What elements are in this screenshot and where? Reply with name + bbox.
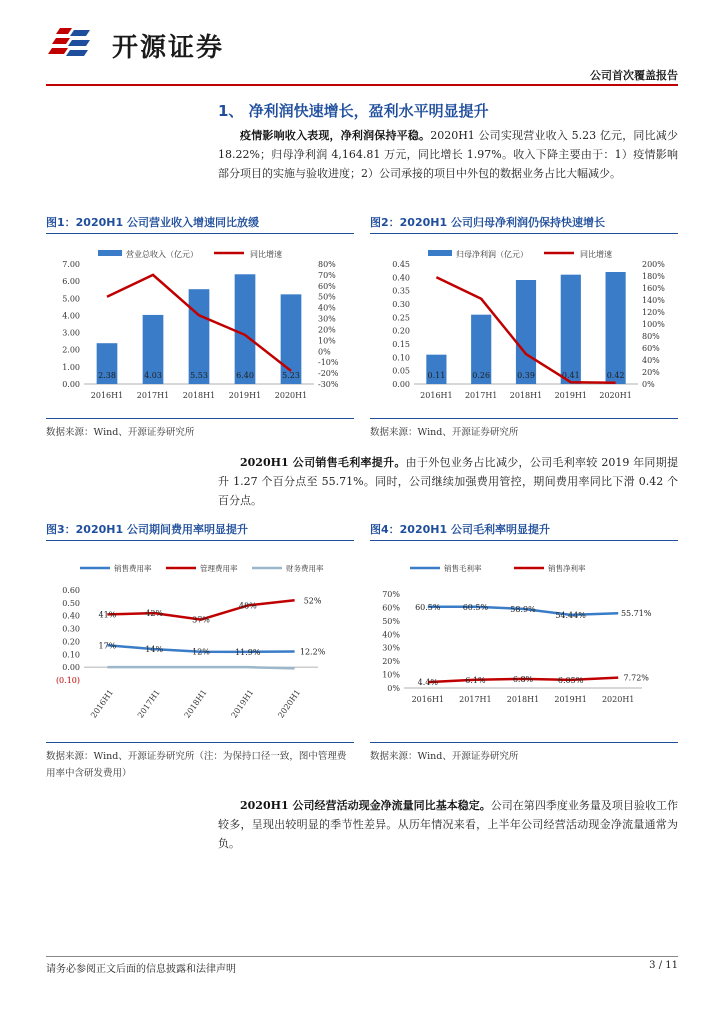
y-left-tick-label: 2.00 — [62, 345, 80, 355]
data-label: 6.1% — [465, 675, 486, 685]
y-tick-label: 0.00 — [62, 663, 80, 673]
figure-1-source: 数据来源：Wind、开源证券研究所 — [46, 427, 195, 438]
brand-logo-icon — [46, 26, 102, 66]
y-left-tick-label: 0.25 — [392, 313, 410, 323]
y-right-tick-label: 0% — [642, 380, 655, 389]
y-left-tick-label: 5.00 — [62, 294, 80, 304]
y-right-tick-label: 40% — [642, 356, 660, 365]
data-label: 42% — [145, 609, 164, 619]
legend-bar-label: 营业总收入（亿元） — [126, 250, 198, 259]
figure-2-title: 图2：2020H1 公司归母净利润仍保持快速增长 — [370, 216, 605, 229]
paragraph-body: 公司在第四季度业务量及项目验收工作较多，呈现出较明显的季节性差异。从历年情况来看，上半年公司经营活动现金净流量通常为负。 — [218, 799, 678, 850]
series-line-2 — [107, 667, 294, 668]
y-right-tick-label: -10% — [318, 358, 339, 368]
y-right-tick-label: 80% — [642, 332, 660, 341]
y-left-tick-label: 1.00 — [62, 362, 80, 372]
bar-data-label: 0.11 — [427, 371, 446, 380]
data-label: 14% — [145, 645, 164, 655]
y-right-tick-label: 60% — [318, 281, 336, 291]
paragraph-margin — [218, 453, 678, 510]
y-right-tick-label: 10% — [318, 336, 336, 346]
y-left-tick-label: 0.00 — [62, 380, 80, 389]
y-tick-label: 0.50 — [62, 598, 80, 608]
y-right-tick-label: 50% — [318, 292, 336, 302]
figure-1-title: 图1：2020H1 公司营业收入增速同比放缓 — [46, 216, 259, 229]
y-tick-label: 40% — [382, 630, 400, 640]
y-left-tick-label: 4.00 — [62, 311, 80, 321]
figure-2-chart — [370, 240, 678, 412]
y-right-tick-label: 40% — [318, 303, 336, 313]
x-tick-label: 2019H1 — [229, 687, 256, 720]
report-type-tag: 公司首次覆盖报告 — [590, 69, 678, 82]
legend-bar-swatch — [428, 250, 452, 256]
y-right-tick-label: 20% — [318, 325, 336, 335]
bar-data-label: 0.41 — [561, 371, 580, 380]
data-label: 54.44% — [555, 610, 586, 620]
y-tick-label: 0.30 — [62, 624, 80, 634]
data-label: 4.4% — [417, 678, 438, 688]
y-right-tick-label: 180% — [642, 272, 665, 281]
figure-1-bottom-rule — [46, 418, 354, 419]
figure-3-bottom-rule — [46, 742, 354, 743]
legend-label: 财务费用率 — [286, 564, 324, 573]
data-label: 52% — [303, 596, 322, 606]
y-tick-label: 0.20 — [62, 637, 80, 647]
figure-1-chart — [46, 240, 354, 412]
y-tick-label: 20% — [382, 657, 400, 667]
y-right-tick-label: 200% — [642, 260, 665, 269]
page-number: 3 / 11 — [649, 960, 678, 971]
data-label: 6.05% — [557, 675, 584, 685]
bar-data-label: 4.03 — [144, 371, 162, 380]
y-right-tick-label: 0% — [318, 347, 331, 357]
section-title: 1、 净利润快速增长，盈利水平明显提升 — [218, 102, 489, 120]
x-tick-label: 2018H1 — [509, 391, 543, 400]
bar-data-label: 5.23 — [282, 371, 300, 380]
y-left-tick-label: 3.00 — [62, 328, 80, 338]
y-left-tick-label: 0.10 — [392, 353, 410, 363]
y-left-tick-label: 0.00 — [392, 380, 410, 389]
x-tick-label: 2018H1 — [182, 391, 216, 400]
legend-label: 销售毛利率 — [444, 564, 482, 573]
bar-data-label: 0.39 — [517, 371, 535, 380]
y-left-tick-label: 0.30 — [392, 300, 410, 309]
paragraph-lead: 2020H1 公司经营活动现金净流量同比基本稳定。 — [240, 799, 491, 812]
x-tick-label: 2019H1 — [228, 391, 262, 400]
paragraph-body: 由于外包业务占比减少，公司毛利率较 2019 年同期提升 1.27 个百分点至 55.71%。同时，公司继续加强费用管控，期间费用率同比下滑 0.42 个百分点。 — [218, 456, 678, 507]
y-tick-label: 70% — [382, 590, 400, 599]
figure-2-rule — [370, 233, 678, 234]
bar-2020H1 — [606, 272, 626, 384]
y-right-tick-label: 100% — [642, 320, 665, 329]
figure-4-title: 图4：2020H1 公司毛利率明显提升 — [370, 523, 550, 536]
footer-divider — [46, 956, 678, 957]
legend-label: 销售净利率 — [548, 564, 586, 573]
y-right-tick-label: 160% — [642, 284, 665, 293]
y-tick-label: 0.10 — [62, 650, 80, 660]
bar-data-label: 0.42 — [606, 371, 625, 380]
figure-4-rule — [370, 540, 678, 541]
legend-bar-swatch — [98, 250, 122, 256]
data-label: 60.5% — [462, 602, 489, 612]
y-left-tick-label: 0.20 — [392, 326, 410, 336]
y-left-tick-label: 0.05 — [392, 366, 410, 376]
data-label: 41% — [98, 610, 117, 620]
bar-2018H1 — [516, 280, 536, 384]
y-tick-label: 30% — [382, 643, 400, 653]
paragraph-lead: 疫情影响收入表现，净利润保持平稳。 — [240, 129, 431, 142]
y-right-tick-label: 30% — [318, 314, 336, 324]
data-label: 12.2% — [299, 647, 326, 657]
x-tick-label: 2017H1 — [136, 391, 170, 400]
x-tick-label: 2019H1 — [554, 695, 587, 704]
x-tick-label: 2016H1 — [420, 391, 453, 400]
figure-4-source: 数据来源：Wind、开源证券研究所 — [370, 751, 519, 762]
bar-data-label: 6.40 — [236, 371, 254, 380]
x-tick-label: 2020H1 — [601, 695, 635, 704]
legend-line-label: 同比增速 — [580, 250, 612, 259]
x-tick-label: 2020H1 — [274, 391, 308, 400]
y-right-tick-label: 20% — [642, 368, 660, 377]
paragraph-body: 2020H1 公司实现营业收入 5.23 亿元，同比减少 18.22%；归母净利润 4,164.81 万元，同比增长 1.97%。收入下降主要由于：1）疫情影响部分项目的实施与验收进度；2）公司承接的项目中外包的数据业务占比大幅减少。 — [218, 129, 678, 180]
y-tick-label: 0.60 — [62, 586, 80, 595]
legend-label: 销售费用率 — [114, 564, 152, 573]
bar-2019H1 — [561, 275, 581, 384]
bar-2019H1 — [235, 274, 256, 384]
y-left-tick-label: 7.00 — [62, 260, 80, 269]
data-label: 55.71% — [620, 609, 652, 619]
figure-2-bottom-rule — [370, 418, 678, 419]
y-right-tick-label: 70% — [318, 270, 336, 280]
y-right-tick-label: 60% — [642, 344, 660, 353]
brand-name: 开源证券 — [112, 33, 225, 63]
x-tick-label: 2016H1 — [411, 695, 445, 704]
x-tick-label: 2018H1 — [182, 687, 209, 720]
data-label: 37% — [192, 615, 210, 625]
x-tick-label: 2019H1 — [554, 391, 588, 400]
data-label: 48% — [238, 601, 257, 611]
x-tick-label: 2020H1 — [276, 687, 303, 720]
y-right-tick-label: -30% — [318, 380, 339, 389]
y-left-tick-label: 6.00 — [62, 277, 80, 287]
bar-data-label: 2.38 — [98, 371, 116, 380]
x-tick-label: 2018H1 — [506, 695, 540, 704]
legend-label: 管理费用率 — [200, 564, 238, 573]
y-tick-label: 0% — [387, 684, 400, 693]
y-right-tick-label: 140% — [642, 296, 665, 305]
data-label: 11.9% — [235, 647, 261, 657]
figure-4-bottom-rule — [370, 742, 678, 743]
data-label: 58.9% — [510, 604, 536, 614]
paragraph-revenue — [218, 126, 678, 183]
data-label: 12% — [192, 647, 210, 657]
y-right-tick-label: 120% — [642, 308, 665, 317]
y-tick-label: 50% — [382, 616, 400, 626]
y-tick-label: 10% — [382, 670, 400, 680]
header — [0, 0, 724, 90]
x-tick-label: 2016H1 — [90, 391, 124, 400]
figure-3-chart — [46, 548, 354, 738]
x-tick-label: 2017H1 — [135, 687, 162, 720]
legend-line-label: 同比增速 — [250, 250, 282, 259]
x-tick-label: 2016H1 — [89, 687, 116, 720]
data-label: 17% — [98, 641, 117, 651]
data-label: 7.72% — [623, 673, 649, 683]
bar-2018H1 — [189, 289, 210, 384]
figure-3-source: 数据来源：Wind、开源证券研究所（注：为保持口径一致，图中管理费用率中含研发费用） — [46, 751, 347, 779]
x-tick-label: 2020H1 — [599, 391, 632, 400]
figure-3-rule — [46, 540, 354, 541]
header-divider — [46, 84, 678, 86]
x-tick-label: 2017H1 — [464, 391, 498, 400]
footer-disclaimer: 请务必参阅正文后面的信息披露和法律声明 — [46, 964, 236, 975]
data-label: 60.5% — [415, 602, 441, 612]
y-left-tick-label: 0.35 — [392, 286, 410, 296]
figure-3-title: 图3：2020H1 公司期间费用率明显提升 — [46, 523, 248, 536]
figure-1-rule — [46, 233, 354, 234]
bar-data-label: 5.53 — [190, 371, 208, 380]
y-right-tick-label: -20% — [318, 369, 339, 379]
y-tick-label: 0.40 — [62, 611, 80, 621]
y-left-tick-label: 0.40 — [392, 273, 410, 283]
y-right-tick-label: 80% — [318, 260, 336, 269]
paragraph-cashflow — [218, 796, 678, 853]
y-left-tick-label: 0.15 — [392, 340, 410, 349]
figure-2-source: 数据来源：Wind、开源证券研究所 — [370, 427, 519, 438]
y-left-tick-label: 0.45 — [392, 260, 410, 269]
x-tick-label: 2017H1 — [459, 695, 492, 704]
paragraph-lead: 2020H1 公司销售毛利率提升。 — [240, 456, 406, 469]
legend-bar-label: 归母净利润（亿元） — [456, 250, 528, 259]
y-tick-label: 60% — [382, 603, 400, 613]
y-tick-label: (0.10) — [55, 676, 80, 685]
bar-data-label: 0.26 — [472, 371, 491, 380]
data-label: 6.8% — [512, 674, 534, 684]
figure-4-chart — [370, 548, 678, 738]
